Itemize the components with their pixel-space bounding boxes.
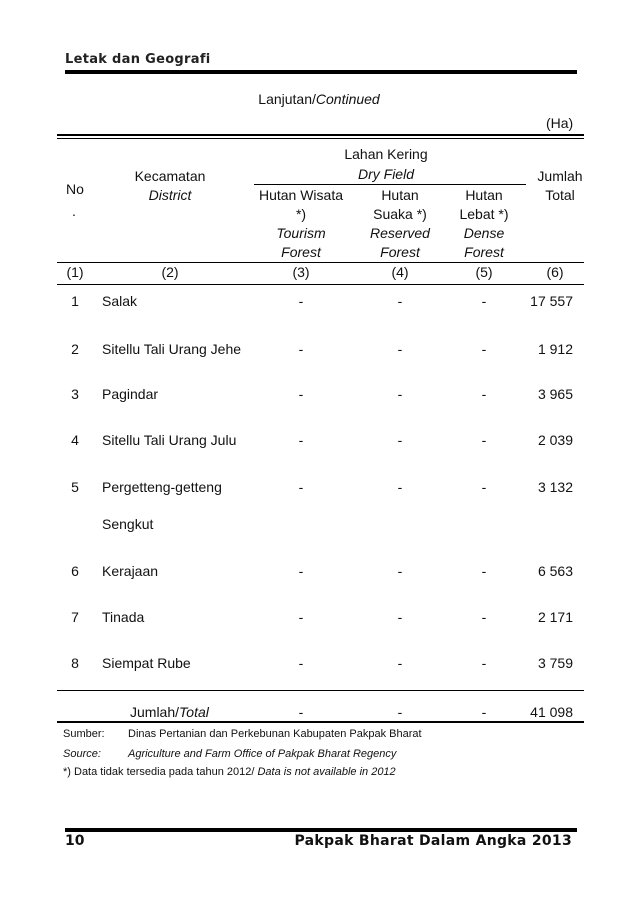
total-label-prefix: Jumlah/ (130, 704, 180, 720)
row-c4: - (397, 479, 403, 495)
header-lahan-kering: Lahan Kering (344, 146, 428, 162)
header-kecamatan: Kecamatan (134, 168, 206, 184)
colnum-1: (1) (66, 264, 84, 280)
header-jumlah: Jumlah (537, 168, 583, 184)
row-c5: - (481, 479, 487, 495)
row-name: Kerajaan (102, 563, 159, 579)
row-c5: - (481, 609, 487, 625)
row-no: 6 (71, 563, 79, 579)
colnum-6: (6) (546, 264, 564, 280)
header-reserved-forest: Forest (380, 244, 420, 260)
continued-prefix: Lanjutan/ (258, 91, 316, 107)
row-no: 1 (71, 293, 79, 309)
row-c4: - (397, 563, 403, 579)
row-total: 3 759 (537, 655, 573, 671)
row-c5: - (481, 386, 487, 402)
group-rule (254, 184, 526, 185)
header-dense-forest: Forest (464, 244, 504, 260)
row-name: Salak (102, 293, 138, 309)
header-dry-field: Dry Field (357, 166, 414, 182)
row-c5: - (481, 341, 487, 357)
footnote-italic: Data is not available in 2012 (257, 766, 396, 778)
chapter-title: Letak dan Geografi (65, 52, 211, 67)
header-dense: Dense (463, 225, 505, 241)
table-top-rule-2 (57, 138, 584, 139)
row-name: Sitellu Tali Urang Jehe (102, 341, 242, 357)
sumber-text: Dinas Pertanian dan Perkebunan Kabupaten Pakpak Bharat (128, 728, 422, 740)
row-c3: - (298, 563, 304, 579)
row-c4: - (397, 432, 403, 448)
colnum-4: (4) (391, 264, 409, 280)
unit-label: (Ha) (546, 115, 574, 131)
row-total: 17 557 (530, 293, 573, 309)
row-name: Pagindar (102, 386, 159, 402)
row-c3: - (298, 609, 304, 625)
row-c4: - (397, 386, 403, 402)
row-total: 3 965 (537, 386, 573, 402)
continued-label (0, 91, 638, 107)
header-no: No (66, 181, 84, 197)
colnum-bottom-rule (57, 284, 584, 285)
row-name: Tinada (102, 609, 145, 625)
row-c3: - (298, 293, 304, 309)
row-total: 6 563 (537, 563, 573, 579)
header-hutan-wisata-1: Hutan Wisata (258, 187, 344, 203)
row-c5: - (481, 563, 487, 579)
row-total: 3 132 (537, 479, 573, 495)
row-c3: - (298, 479, 304, 495)
header-district: District (148, 187, 192, 203)
source-text: Agriculture and Farm Office of Pakpak Bharat Regency (128, 748, 397, 760)
continued-italic: Continued (315, 91, 380, 107)
row-total: 2 039 (537, 432, 573, 448)
total-label (130, 704, 209, 720)
row-name: Pergetteng-getteng (102, 479, 222, 495)
row-no: 5 (71, 479, 79, 495)
row-c3: - (298, 386, 304, 402)
total-c5: - (481, 704, 487, 720)
publication-title: Pakpak Bharat Dalam Angka 2013 (294, 833, 572, 849)
row-no: 2 (71, 341, 79, 357)
total-c4: - (397, 704, 403, 720)
row-total: 1 912 (537, 341, 573, 357)
row-total: 2 171 (537, 609, 573, 625)
source-label: Source: (63, 748, 101, 760)
row-no: 7 (71, 609, 79, 625)
row-no: 4 (71, 432, 79, 448)
row-c5: - (481, 432, 487, 448)
header-hutan-wisata-2: *) (295, 206, 307, 222)
header-tourism-forest: Forest (281, 244, 321, 260)
row-c4: - (397, 609, 403, 625)
row-no: 3 (71, 386, 79, 402)
total-c3: - (298, 704, 304, 720)
footnote-prefix: *) Data tidak tersedia pada tahun 2012/ (63, 766, 258, 778)
header-rule (65, 70, 577, 74)
row-c4: - (397, 341, 403, 357)
row-c4: - (397, 655, 403, 671)
table-top-rule (57, 134, 584, 136)
header-hutan-suaka-1: Hutan (381, 187, 419, 203)
row-name: Sitellu Tali Urang Julu (102, 432, 237, 448)
header-bottom-rule (57, 262, 584, 263)
row-c4: - (397, 293, 403, 309)
page-number: 10 (65, 833, 85, 849)
header-reserved: Reserved (370, 225, 430, 241)
table-bottom-rule (57, 721, 584, 723)
header-tourism: Tourism (276, 225, 326, 241)
header-total: Total (545, 187, 575, 203)
row-c3: - (298, 432, 304, 448)
row-name-line2: Sengkut (102, 516, 154, 532)
total-label-italic: Total (179, 704, 209, 720)
row-c3: - (298, 655, 304, 671)
total-top-rule (57, 690, 584, 691)
row-name: Siempat Rube (102, 655, 191, 671)
footer-rule (65, 828, 577, 832)
colnum-3: (3) (292, 264, 310, 280)
header-no-dot: . (72, 203, 76, 219)
row-c5: - (481, 655, 487, 671)
row-c5: - (481, 293, 487, 309)
row-no: 8 (71, 655, 79, 671)
total-value: 41 098 (530, 704, 573, 720)
header-hutan-suaka-2: Suaka *) (373, 206, 427, 222)
sumber-label: Sumber: (63, 728, 105, 740)
footnote (63, 766, 396, 778)
colnum-2: (2) (161, 264, 179, 280)
colnum-5: (5) (475, 264, 493, 280)
header-hutan-lebat-1: Hutan (465, 187, 503, 203)
header-hutan-lebat-2: Lebat *) (459, 206, 509, 222)
row-c3: - (298, 341, 304, 357)
